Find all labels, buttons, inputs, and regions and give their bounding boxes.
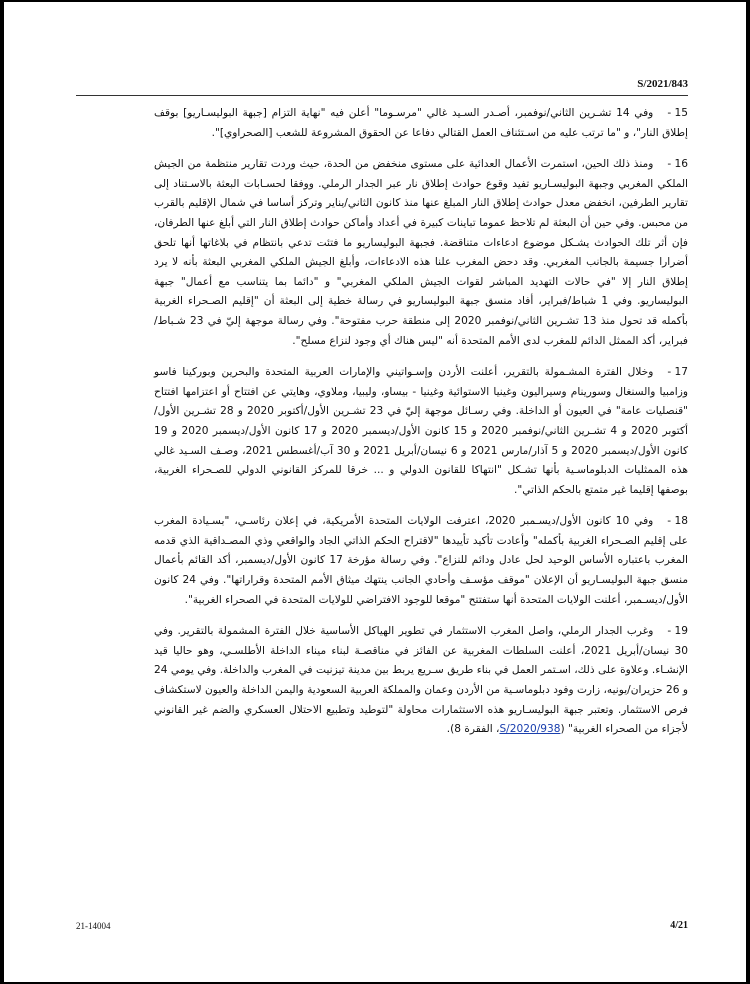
paragraph-text: وفي 14 تشـرين الثاني/نوفمبر، أصـدر السـيد غالي "مرسـوما" أعلن فيه "نهاية التزام [جبهة البوليسـاريو] بوقف إطلاق النار"، و "ما ترتب عليه من اسـتئناف العمل القتالي دفاعا عن الحقوق المشروعة للشعب [الصحراوي]".: [154, 107, 688, 139]
document-symbol: S/2021/843: [637, 78, 688, 90]
paragraph-18: [154, 512, 688, 610]
paragraph-number: 19 -: [667, 625, 688, 638]
paragraph-15: [154, 104, 688, 143]
paragraph-16: [154, 155, 688, 351]
paragraph-number: 18 -: [667, 515, 688, 528]
paragraph-19: [154, 622, 688, 740]
paragraph-text: وخلال الفترة المشـمولة بالتقرير، أعلنت الأردن وإسـواتيني والإمارات العربية المتحدة والبحرين وبوركينا فاسو وزامبيا والسنغال وسورينام وسيراليون وغينيا الاستوائية وغينيا - بيساو، وليبيا، وملاوي، وهايتي عن افتتاح أو اعتزامها افتتاح "قنصليات عامة" في العيون أو الداخلة. وفي رسـائل موجهة إليّ في 23 تشـرين الأول/أكتوبر 2020 و 28 تشـرين الأول/أكتوبر 2020 و 4 تشـرين الثاني/نوفمبر 2020 و 15 كانون الأول/ديسمبر 2020 و 17 كانون الأول/ديسمبر 2020 و 19 كانون الأول/ديسمبر 2020 و 5 آذار/مارس 2021 و 6 نيسان/أبريل 2021 و 30 آب/أغسطس 2021، وصـف السـيد غالي هذه الممثليات الدبلوماسـية بأنها تشـكل "انتهاكا للقانون الدولي و ... خرقا للمركز القانوني الدولي للصـحراء الغربية، بوصفها إقليما غير متمتع بالحكم الذاتي".: [154, 366, 689, 496]
header-rule: [76, 95, 688, 96]
paragraph-text: وفي 10 كانون الأول/ديسـمبر 2020، اعترفت الولايات المتحدة الأمريكية، في إعلان رئاسـي، "بسـيادة المغرب على إقليم الصـحراء الغربية بأكمله" وأعادت تأكيد تأييدها "لاقتراح الحكم الذاتي الجاد والواقعي وذي المصـداقية الذي قدمه المغرب باعتباره الأساس الوحيد لحل عادل ودائم للنزاع". وفي رسالة مؤرخة 17 كانون الأول/ديسمبر، أكد القائم بأعمال منسق جبهة البوليسـاريو أن الإعلان "موقف مؤسـف وأحادي الجانب ينتهك ميثاق الأمم المتحدة وقراراتها". وفي 24 كانون الأول/ديسـمبر، أعلنت الولايات المتحدة أنها ستفتتح "موقعا للوجود الافتراضي للولايات المتحدة في الصحراء الغربية".: [154, 515, 688, 606]
paragraph-number: 15 -: [667, 107, 688, 119]
paragraph-text-after-link: ، الفقرة 8).: [446, 723, 500, 736]
footer-job-number: 21-14004: [76, 921, 111, 931]
document-page: [4, 2, 746, 982]
paragraph-17: [154, 363, 688, 500]
paragraph-text: وغرب الجدار الرملي، واصل المغرب الاستثمار في تطوير الهياكل الأساسية خلال الفترة المشمولة بالتقرير. وفي 30 نيسان/أبريل 2021، أعلنت السلطات المغربية عن الفائز في مناقصـة لبناء ميناء الداخلة الأطلسـي، وهو حاليا قيد الإنشـاء. وعلاوة على ذلك، اسـتمر العمل في بناء طريق سـريع يربط بين مدينة تيزنيت في المغرب والداخلة. وفي يومي 24 و 26 حزيران/يونيه، زارت وفود دبلوماسـية من الأردن وعمان والمملكة العربية السعودية واليمن الداخلة والعيون لاستكشاف فرص الاستثمار. وتعتبر جبهة البوليسـاريو هذه الاستثمارات محاولة "لتوطيد وتطبيع الاحتلال العسكري والضم غير القانوني لأجزاء من الصحراء الغربية" (: [154, 625, 689, 736]
footer-page-number: 4/21: [670, 920, 688, 931]
paragraph-number: 16 -: [667, 158, 688, 171]
document-link[interactable]: S/2020/938: [499, 723, 561, 736]
document-body: [154, 104, 688, 752]
paragraph-number: 17 -: [667, 366, 688, 379]
paragraph-text: ومنذ ذلك الحين، استمرت الأعمال العدائية على مستوى منخفض من الحدة، حيث وردت تقارير منتظمة من الجيش الملكي المغربي وجبهة البوليسـاريو تفيد وقوع حوادث إطلاق نار عبر الجدار الرملي. ووفقا لحسـابات البعثة بالاسـتناد إلى تقارير الطرفين، انخفض معدل حوادث إطلاق النار المبلغ عنها منذ كانون الثاني/يناير وتركز أساسا في شمال الإقليم بالقرب من محبس. وفي حين أن البعثة لم تلاحظ عموما تباينات كبيرة في أعداد وأماكن حوادث إطلاق النار التي أبلغ عنها الطرفان، فإن أثر تلك الحوادث يشـكل موضوع ادعاءات متناقضة. فجبهة البوليساريو ما فتئت تدعي بانتظام في بلاغاتها أنها تلحق أضرارا جسيمة بالجانب المغربي. وقد دحض المغرب علنا هذه الادعاءات، وأبلغ الجيش الملكي المغربي البعثة بأنه لا يرد إطلاق النار إلا "في حالات التهديد المباشر لقوات الجيش الملكي المغربي" و "دائما بما يتناسب مع أعمال" جبهة البوليساريو. وفي 1 شباط/فبراير، أفاد منسق جبهة البوليساريو في رسالة خطية إلى البعثة أن "إقليم الصـحراء الغربية بأكمله قد تحول منذ 13 تشـرين الثاني/نوفمبر 2020 إلى منطقة حرب مفتوحة". وفي رسالة موجهة إليّ في 23 شـباط/فبراير، أكد الممثل الدائم للمغرب لدى الأمم المتحدة أنه "ليس هناك أي وجود لنزاع مسلح".: [154, 158, 689, 347]
